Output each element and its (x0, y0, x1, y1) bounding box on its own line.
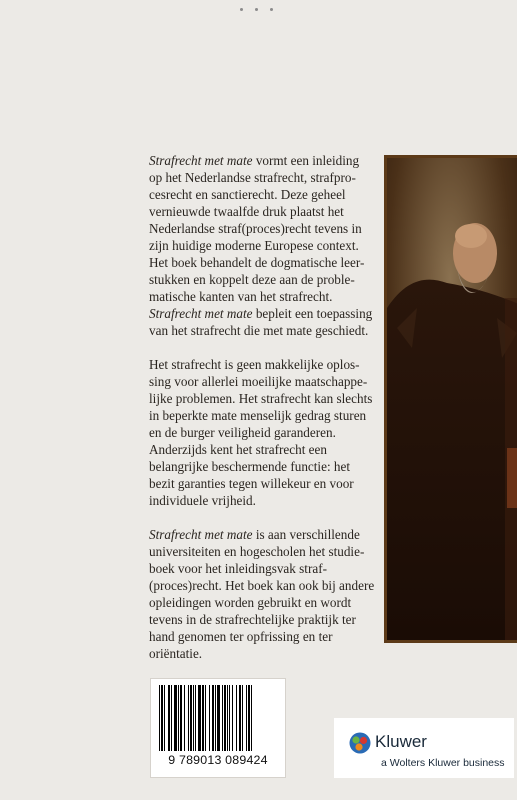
barcode-bar (168, 685, 170, 751)
book-title-italic: Strafrecht met mate (149, 527, 253, 542)
barcode-bar (246, 685, 247, 751)
barcode-bar (242, 685, 243, 751)
publisher-name: Kluwer (375, 732, 427, 751)
barcode-bar (188, 685, 189, 751)
barcode-bar (215, 685, 216, 751)
blurb-paragraph-2: Het strafrecht is geen makkelijke oplos- sing voor allerlei moeilijke maatschappe- lijke problemen. Het strafrecht kan slechts in beperkte mate menselijk gedrag sturen en de burger veiligheid garanderen. Anderzijds kent het strafrecht een belangrijke beschermende functie: het bezit garanties tegen willekeur en voor individuele vrijheid. (149, 357, 373, 508)
barcode-bar (164, 685, 165, 751)
barcode-bar (224, 685, 226, 751)
blurb-paragraph-3: Strafrecht met mate is aan verschillende universiteiten en hogescholen het studie- boek voor het inleidingsvak straf- (proces)recht. Het boek kan ook bij andere opleidingen worden gebruikt en wordt tevens in de strafrechtelijke praktijk ter hand genomen ter opfrissing en ter oriëntatie. (149, 527, 375, 661)
barcode-bar (161, 685, 163, 751)
barcode-bar (180, 685, 182, 751)
barcode-bar (229, 685, 230, 751)
barcode-bar (236, 685, 237, 751)
barcode-bar (184, 685, 185, 751)
barcode-bar (159, 685, 160, 751)
barcode-bar (222, 685, 223, 751)
barcode-bar (217, 685, 220, 751)
portrait-painting (384, 155, 517, 643)
barcode-bar (227, 685, 228, 751)
portrait-image (387, 158, 517, 640)
barcode-bar (202, 685, 204, 751)
isbn-number: 9 789013 089424 (168, 753, 268, 767)
publisher-logo-box (334, 718, 514, 778)
kluwer-logo-icon (349, 732, 371, 754)
book-title-italic: Strafrecht met mate (149, 153, 253, 168)
back-cover-blurb (149, 152, 375, 679)
barcode-bar (205, 685, 206, 751)
barcode-bar (174, 685, 177, 751)
barcode-bar (195, 685, 196, 751)
publisher-tagline: a Wolters Kluwer business (381, 757, 505, 769)
barcode-bars (159, 685, 277, 751)
barcode-bar (171, 685, 172, 751)
barcode-bar (193, 685, 194, 751)
book-title-italic: Strafrecht met mate (149, 306, 253, 321)
barcode-bar (239, 685, 241, 751)
barcode-bar (209, 685, 210, 751)
barcode-bar (251, 685, 252, 751)
blurb-paragraph-1: Strafrecht met mate vormt een inleiding op het Nederlandse strafrecht, strafpro- cesrecht en sanctierecht. Deze geheel vernieuwde twaalfde druk plaatst het Nederlandse straf(proces)recht tevens in zijn huidige moderne Europese context. Het boek behandelt de dogmatische leer- stukken en koppelt deze aan de proble- matische kanten van het strafrecht. Strafrecht met mate bepleit een toepassing van het strafrecht die met mate geschiedt. (149, 153, 373, 338)
printer-marks (240, 8, 280, 12)
barcode-bar (232, 685, 233, 751)
barcode-bar (178, 685, 179, 751)
barcode-bar (248, 685, 250, 751)
barcode-bar (212, 685, 214, 751)
barcode (150, 678, 286, 778)
barcode-bar (190, 685, 192, 751)
barcode-bar (198, 685, 201, 751)
